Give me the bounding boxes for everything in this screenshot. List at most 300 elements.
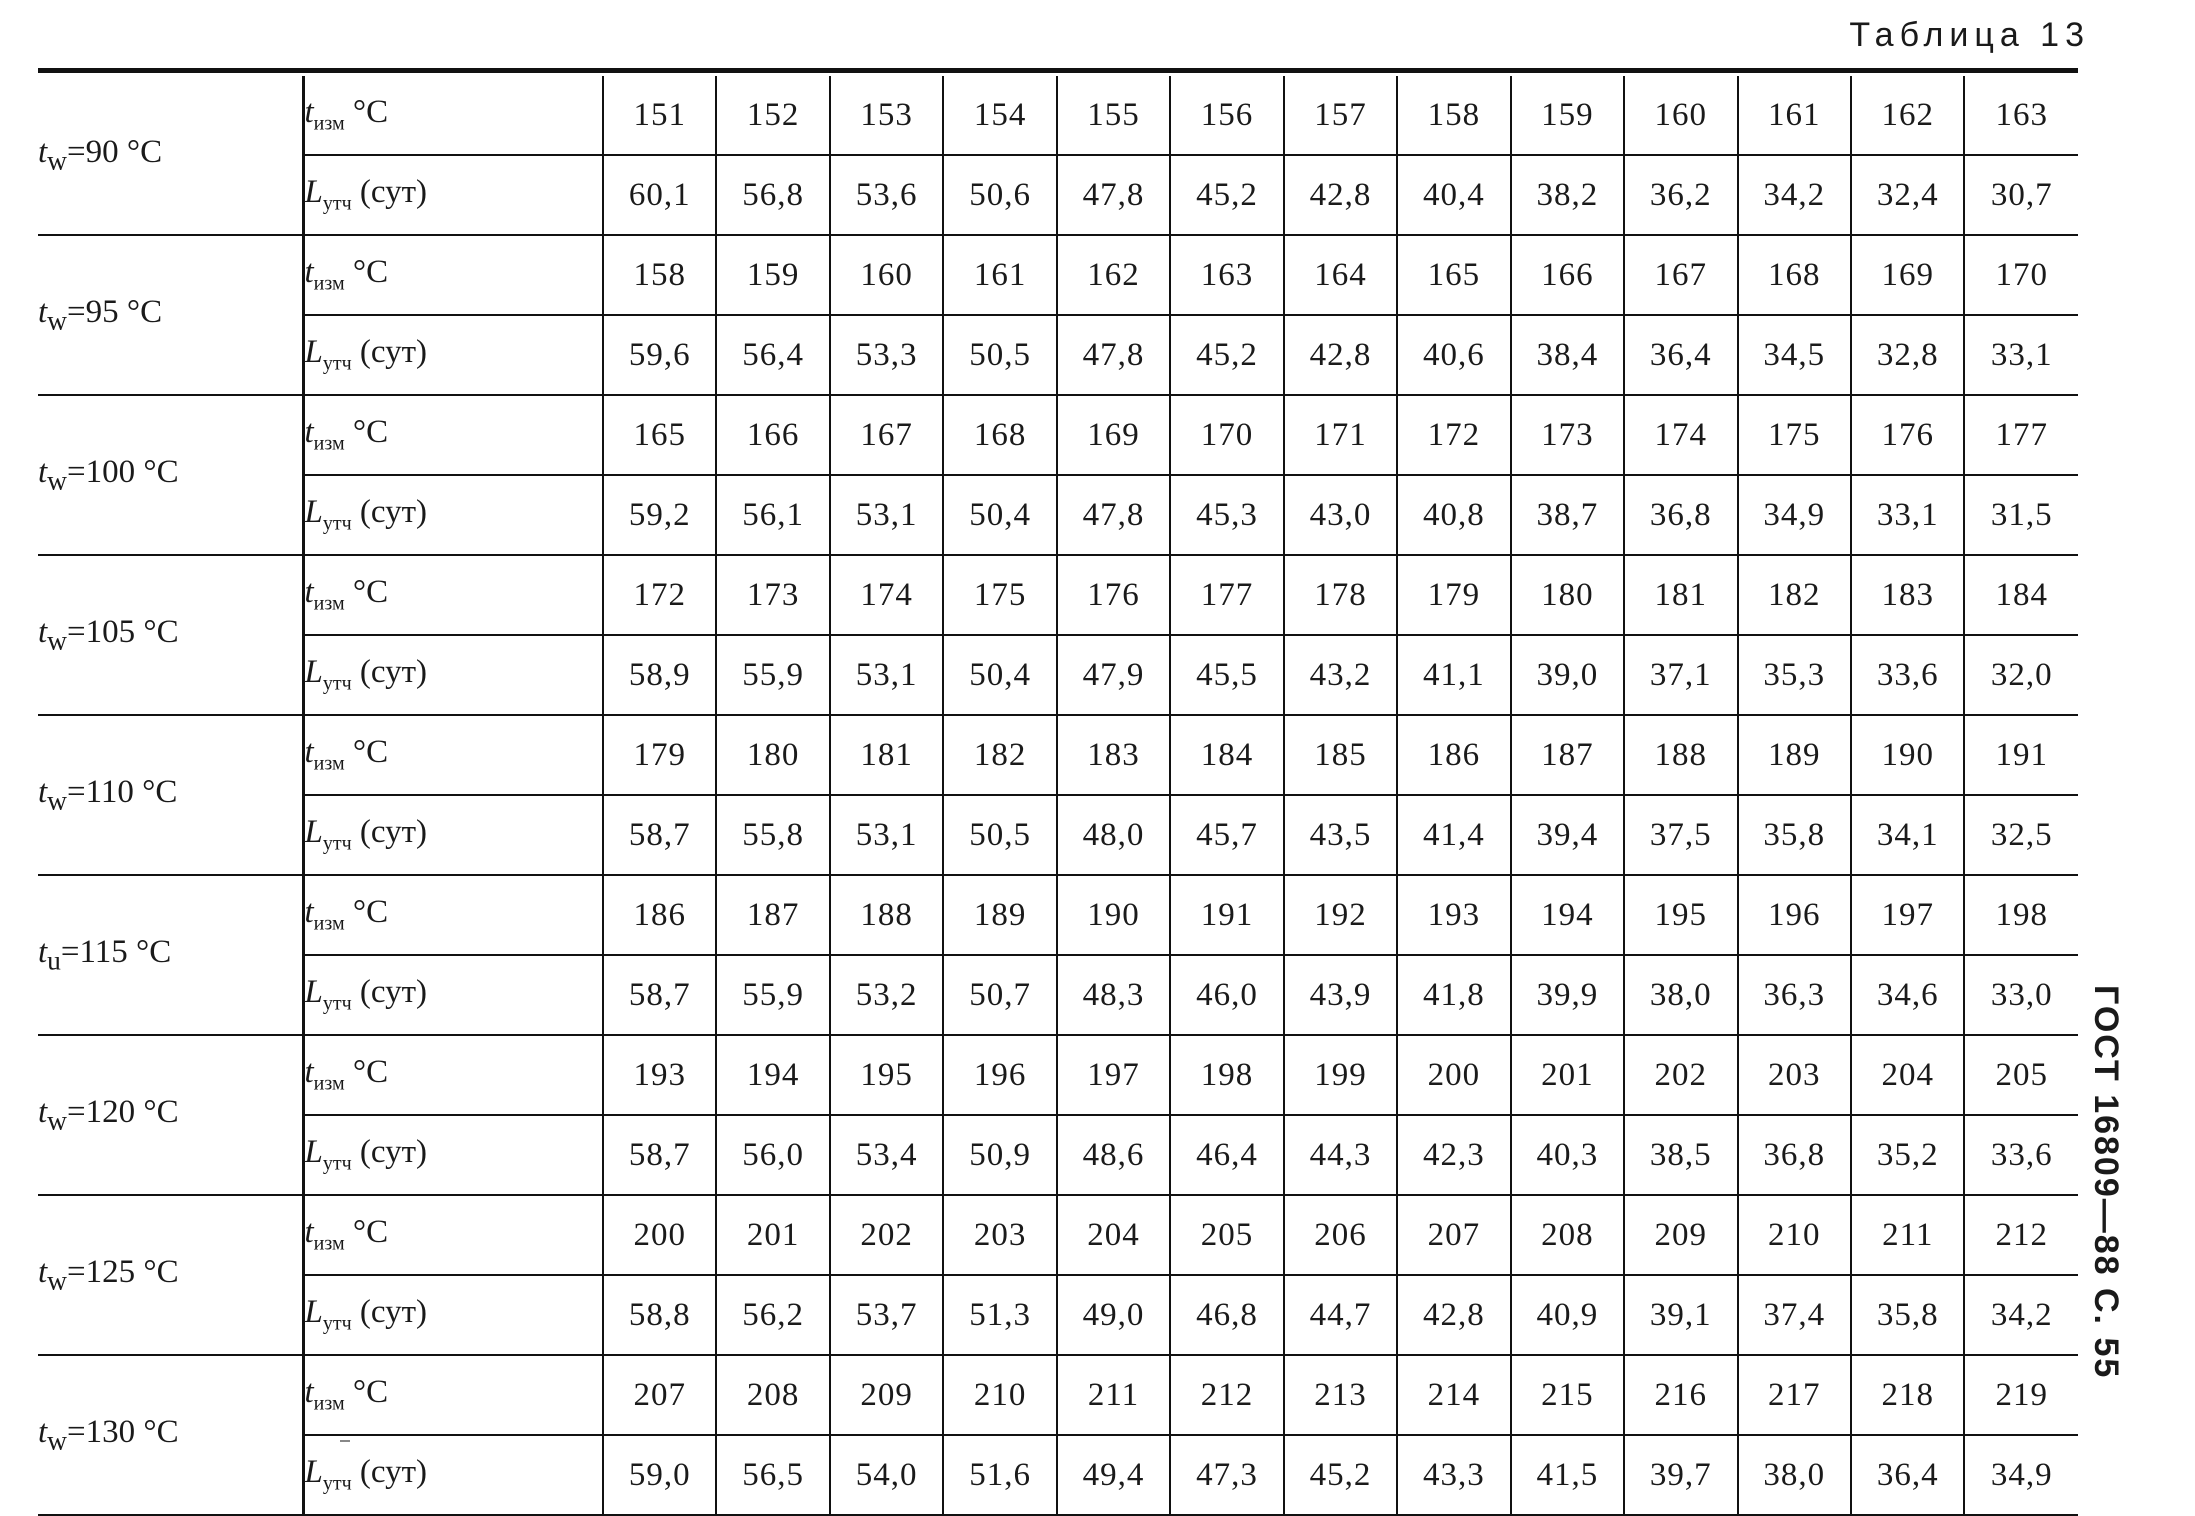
cell-l-utch: 42,3 (1397, 1115, 1510, 1195)
cell-l-utch: 59,6 (603, 315, 716, 395)
cell-l-utch: 32,0 (1964, 635, 2078, 715)
label-variable: L (304, 494, 323, 531)
cell-l-utch: 34,2 (1738, 155, 1851, 235)
cell-l-utch: 58,7 (603, 1115, 716, 1195)
cell-l-utch: 59,0 (603, 1435, 716, 1515)
cell-t-izm: 181 (830, 715, 943, 795)
label-variable: t (304, 94, 314, 131)
cell-t-izm: 185 (1284, 715, 1397, 795)
tw-variable: t (38, 1253, 48, 1290)
cell-t-izm: 193 (603, 1035, 716, 1115)
cell-l-utch: 44,7 (1284, 1275, 1397, 1355)
cell-t-izm: 199 (1284, 1035, 1397, 1115)
cell-t-izm: 176 (1057, 555, 1170, 635)
table-row-l-utch (38, 635, 2078, 715)
label-unit: °C (344, 574, 389, 611)
label-subscript: изм (313, 752, 345, 775)
label-unit: °C (344, 94, 389, 131)
cell-t-izm: 162 (1851, 76, 1964, 155)
cell-t-izm: 154 (943, 76, 1056, 155)
cell-t-izm: 189 (1738, 715, 1851, 795)
table-row-t-izm (38, 1035, 2078, 1115)
row-label-l-utch (303, 155, 603, 235)
tw-value: =95 °C (67, 293, 163, 330)
cell-l-utch: 38,7 (1511, 475, 1624, 555)
cell-l-utch: 53,1 (830, 795, 943, 875)
cell-l-utch: 46,4 (1170, 1115, 1283, 1195)
cell-t-izm: 160 (830, 235, 943, 315)
table-row-l-utch (38, 795, 2078, 875)
cell-l-utch: 56,8 (716, 155, 829, 235)
table-row-t-izm (38, 715, 2078, 795)
cell-t-izm: 169 (1851, 235, 1964, 315)
tw-variable: t (38, 773, 48, 810)
cell-t-izm: 201 (1511, 1035, 1624, 1115)
label-subscript: утч (322, 672, 352, 695)
cell-l-utch: 34,9 (1738, 475, 1851, 555)
cell-t-izm: 202 (830, 1195, 943, 1275)
label-subscript: утч (322, 832, 352, 855)
cell-l-utch: 40,4 (1397, 155, 1510, 235)
cell-t-izm: 171 (1284, 395, 1397, 475)
label-variable: t (304, 1374, 314, 1411)
cell-l-utch: 34,1 (1851, 795, 1964, 875)
row-label-t-izm (303, 76, 603, 155)
cell-t-izm: 172 (603, 555, 716, 635)
cell-l-utch: 45,3 (1170, 475, 1283, 555)
label-unit: (сут) (351, 334, 428, 371)
cell-l-utch: 53,7 (830, 1275, 943, 1355)
label-subscript: изм (313, 112, 345, 135)
cell-t-izm: 209 (1624, 1195, 1737, 1275)
cell-l-utch: 36,3 (1738, 955, 1851, 1035)
cell-t-izm: 184 (1964, 555, 2078, 635)
row-label-t-izm (303, 1355, 603, 1435)
cell-l-utch: 42,8 (1284, 155, 1397, 235)
cell-t-izm: 205 (1964, 1035, 2078, 1115)
cell-l-utch: 33,6 (1964, 1115, 2078, 1195)
cell-t-izm: 212 (1170, 1355, 1283, 1435)
row-label-t-izm (303, 235, 603, 315)
cell-t-izm: 190 (1851, 715, 1964, 795)
label-unit: °C (344, 894, 389, 931)
label-subscript: изм (313, 1232, 345, 1255)
table-row-l-utch (38, 475, 2078, 555)
cell-l-utch: 51,3 (943, 1275, 1056, 1355)
cell-t-izm: 173 (1511, 395, 1624, 475)
cell-t-izm: 203 (1738, 1035, 1851, 1115)
tw-label (38, 1355, 303, 1515)
cell-t-izm: 179 (1397, 555, 1510, 635)
cell-t-izm: 172 (1397, 395, 1510, 475)
cell-t-izm: 164 (1284, 235, 1397, 315)
cell-t-izm: 162 (1057, 235, 1170, 315)
cell-t-izm: 180 (716, 715, 829, 795)
label-variable: L (304, 654, 323, 691)
cell-t-izm: 208 (716, 1355, 829, 1435)
cell-t-izm: 184 (1170, 715, 1283, 795)
table-row-l-utch (38, 155, 2078, 235)
cell-t-izm: 152 (716, 76, 829, 155)
cell-t-izm: 197 (1057, 1035, 1170, 1115)
cell-l-utch: 39,9 (1511, 955, 1624, 1035)
cell-l-utch: 34,2 (1964, 1275, 2078, 1355)
cell-l-utch: 58,9 (603, 635, 716, 715)
cell-t-izm: 216 (1624, 1355, 1737, 1435)
label-unit: °C (344, 1374, 389, 1411)
cell-l-utch: 33,6 (1851, 635, 1964, 715)
tw-value: =100 °C (67, 453, 179, 490)
cell-t-izm: 177 (1964, 395, 2078, 475)
cell-l-utch: 42,8 (1397, 1275, 1510, 1355)
cell-t-izm: 214 (1397, 1355, 1510, 1435)
cell-l-utch: 47,8 (1057, 155, 1170, 235)
cell-l-utch: 36,4 (1851, 1435, 1964, 1515)
cell-t-izm: 161 (943, 235, 1056, 315)
table-row-l-utch (38, 1115, 2078, 1195)
label-subscript: изм (313, 432, 345, 455)
cell-t-izm: 173 (716, 555, 829, 635)
cell-t-izm: 161 (1738, 76, 1851, 155)
cell-l-utch: 46,0 (1170, 955, 1283, 1035)
cell-l-utch: 37,5 (1624, 795, 1737, 875)
label-subscript: утч (322, 192, 352, 215)
tw-value: =105 °C (67, 613, 179, 650)
cell-l-utch: 45,7 (1170, 795, 1283, 875)
cell-t-izm: 193 (1397, 875, 1510, 955)
table-row-l-utch (38, 955, 2078, 1035)
cell-t-izm: 169 (1057, 395, 1170, 475)
cell-l-utch: 55,8 (716, 795, 829, 875)
cell-l-utch: 50,6 (943, 155, 1056, 235)
tw-label (38, 1195, 303, 1355)
tw-value: =130 °C (67, 1413, 179, 1450)
cell-t-izm: 203 (943, 1195, 1056, 1275)
cell-t-izm: 153 (830, 76, 943, 155)
cell-l-utch: 51,6 (943, 1435, 1056, 1515)
cell-l-utch: 56,0 (716, 1115, 829, 1195)
cell-t-izm: 175 (1738, 395, 1851, 475)
cell-l-utch: 53,3 (830, 315, 943, 395)
cell-l-utch: 40,8 (1397, 475, 1510, 555)
cell-l-utch: 49,0 (1057, 1275, 1170, 1355)
cell-l-utch: 44,3 (1284, 1115, 1397, 1195)
cell-l-utch: 48,0 (1057, 795, 1170, 875)
cell-t-izm: 210 (943, 1355, 1056, 1435)
cell-l-utch: 58,7 (603, 955, 716, 1035)
tw-label (38, 555, 303, 715)
label-unit: (сут) (351, 1134, 428, 1171)
cell-t-izm: 168 (1738, 235, 1851, 315)
cell-l-utch: 55,9 (716, 635, 829, 715)
cell-t-izm: 187 (1511, 715, 1624, 795)
cell-t-izm: 219 (1964, 1355, 2078, 1435)
cell-t-izm: 209 (830, 1355, 943, 1435)
cell-t-izm: 181 (1624, 555, 1737, 635)
cell-t-izm: 156 (1170, 76, 1283, 155)
label-subscript: изм (313, 1072, 345, 1095)
tw-subscript: w (47, 1104, 68, 1136)
tw-label (38, 395, 303, 555)
cell-t-izm: 186 (1397, 715, 1510, 795)
cell-l-utch: 31,5 (1964, 475, 2078, 555)
label-variable: t (304, 254, 314, 291)
table-row-t-izm (38, 395, 2078, 475)
cell-l-utch: 41,5 (1511, 1435, 1624, 1515)
label-variable: L (304, 1454, 323, 1491)
top-rule (38, 68, 2078, 73)
label-subscript: изм (313, 592, 345, 615)
cell-l-utch: 58,7 (603, 795, 716, 875)
cell-l-utch: 56,1 (716, 475, 829, 555)
cell-t-izm: 205 (1170, 1195, 1283, 1275)
cell-l-utch: 59,2 (603, 475, 716, 555)
cell-l-utch: 49,4 (1057, 1435, 1170, 1515)
label-unit: °C (344, 1214, 389, 1251)
cell-t-izm: 151 (603, 76, 716, 155)
cell-l-utch: 43,5 (1284, 795, 1397, 875)
tw-subscript: w (47, 784, 68, 816)
cell-l-utch: 53,2 (830, 955, 943, 1035)
cell-l-utch: 33,0 (1964, 955, 2078, 1035)
label-variable: L (304, 1134, 323, 1171)
table-row-t-izm (38, 875, 2078, 955)
cell-l-utch: 54,0 (830, 1435, 943, 1515)
label-unit: (сут) (351, 1454, 428, 1491)
cell-l-utch: 41,1 (1397, 635, 1510, 715)
cell-t-izm: 163 (1964, 76, 2078, 155)
cell-t-izm: 165 (603, 395, 716, 475)
tw-variable: t (38, 1413, 48, 1450)
label-subscript: изм (313, 1392, 345, 1415)
cell-t-izm: 178 (1284, 555, 1397, 635)
cell-l-utch: 58,8 (603, 1275, 716, 1355)
tw-variable: t (38, 1093, 48, 1130)
row-label-l-utch (303, 955, 603, 1035)
label-variable: L (304, 334, 323, 371)
tw-value: =110 °C (67, 773, 178, 810)
cell-l-utch: 47,9 (1057, 635, 1170, 715)
tw-variable: t (38, 613, 48, 650)
tw-subscript: w (47, 624, 68, 656)
cell-t-izm: 200 (1397, 1035, 1510, 1115)
cell-l-utch: 53,1 (830, 475, 943, 555)
row-label-l-utch (303, 315, 603, 395)
cell-l-utch: 38,0 (1624, 955, 1737, 1035)
tw-subscript: w (47, 1424, 68, 1456)
cell-l-utch: 33,1 (1851, 475, 1964, 555)
cell-t-izm: 218 (1851, 1355, 1964, 1435)
cell-t-izm: 176 (1851, 395, 1964, 475)
cell-l-utch: 38,5 (1624, 1115, 1737, 1195)
cell-t-izm: 202 (1624, 1035, 1737, 1115)
label-unit: (сут) (351, 1294, 428, 1331)
cell-t-izm: 160 (1624, 76, 1737, 155)
cell-l-utch: 40,9 (1511, 1275, 1624, 1355)
row-label-t-izm (303, 1195, 603, 1275)
cell-l-utch: 48,3 (1057, 955, 1170, 1035)
cell-l-utch: 43,3 (1397, 1435, 1510, 1515)
tw-variable: t (38, 133, 48, 170)
cell-l-utch: 32,8 (1851, 315, 1964, 395)
label-subscript: изм (313, 272, 345, 295)
tw-label (38, 1035, 303, 1195)
cell-l-utch: 39,1 (1624, 1275, 1737, 1355)
tw-value: =90 °C (67, 133, 163, 170)
cell-t-izm: 204 (1851, 1035, 1964, 1115)
cell-t-izm: 191 (1964, 715, 2078, 795)
row-label-t-izm (303, 715, 603, 795)
cell-l-utch: 50,7 (943, 955, 1056, 1035)
label-subscript: изм (313, 912, 345, 935)
cell-t-izm: 196 (943, 1035, 1056, 1115)
cell-l-utch: 43,9 (1284, 955, 1397, 1035)
cell-l-utch: 60,1 (603, 155, 716, 235)
cell-t-izm: 195 (1624, 875, 1737, 955)
cell-l-utch: 32,4 (1851, 155, 1964, 235)
cell-l-utch: 48,6 (1057, 1115, 1170, 1195)
row-label-t-izm (303, 555, 603, 635)
tw-value: =115 °C (60, 933, 172, 970)
cell-t-izm: 166 (1511, 235, 1624, 315)
cell-l-utch: 34,6 (1851, 955, 1964, 1035)
cell-t-izm: 198 (1170, 1035, 1283, 1115)
cell-t-izm: 196 (1738, 875, 1851, 955)
cell-l-utch: 46,8 (1170, 1275, 1283, 1355)
cell-l-utch: 35,3 (1738, 635, 1851, 715)
cell-t-izm: 159 (1511, 76, 1624, 155)
cell-t-izm: 180 (1511, 555, 1624, 635)
cell-t-izm: 217 (1738, 1355, 1851, 1435)
cell-l-utch: 50,5 (943, 315, 1056, 395)
cell-t-izm: 158 (603, 235, 716, 315)
row-label-t-izm (303, 875, 603, 955)
cell-t-izm: 206 (1284, 1195, 1397, 1275)
label-unit: °C (344, 1054, 389, 1091)
cell-t-izm: 207 (603, 1355, 716, 1435)
label-variable: L (304, 174, 323, 211)
cell-l-utch: 43,2 (1284, 635, 1397, 715)
label-variable: L (304, 814, 323, 851)
tw-subscript: w (47, 1264, 68, 1296)
label-variable: t (304, 1054, 314, 1091)
cell-t-izm: 211 (1057, 1355, 1170, 1435)
cell-t-izm: 155 (1057, 76, 1170, 155)
cell-l-utch: 53,1 (830, 635, 943, 715)
cell-t-izm: 166 (716, 395, 829, 475)
cell-t-izm: 207 (1397, 1195, 1510, 1275)
cell-t-izm: 190 (1057, 875, 1170, 955)
label-variable: t (304, 414, 314, 451)
cell-l-utch: 41,4 (1397, 795, 1510, 875)
cell-l-utch: 47,8 (1057, 315, 1170, 395)
cell-l-utch: 38,0 (1738, 1435, 1851, 1515)
label-unit: (сут) (351, 654, 428, 691)
footer-mark (340, 1440, 350, 1442)
row-label-l-utch (303, 1435, 603, 1515)
cell-t-izm: 163 (1170, 235, 1283, 315)
label-subscript: утч (322, 512, 352, 535)
cell-t-izm: 159 (716, 235, 829, 315)
cell-t-izm: 192 (1284, 875, 1397, 955)
cell-l-utch: 34,9 (1964, 1435, 2078, 1515)
cell-t-izm: 186 (603, 875, 716, 955)
cell-t-izm: 194 (1511, 875, 1624, 955)
cell-l-utch: 50,9 (943, 1115, 1056, 1195)
cell-t-izm: 182 (943, 715, 1056, 795)
tw-variable: t (38, 453, 48, 490)
cell-l-utch: 50,4 (943, 475, 1056, 555)
label-unit: (сут) (351, 494, 428, 531)
data-table (38, 76, 2078, 1516)
cell-t-izm: 179 (603, 715, 716, 795)
cell-t-izm: 195 (830, 1035, 943, 1115)
label-variable: t (304, 734, 314, 771)
cell-t-izm: 213 (1284, 1355, 1397, 1435)
tw-subscript: w (47, 144, 68, 176)
cell-t-izm: 187 (716, 875, 829, 955)
cell-t-izm: 198 (1964, 875, 2078, 955)
table-row-t-izm (38, 555, 2078, 635)
cell-l-utch: 33,1 (1964, 315, 2078, 395)
label-variable: L (304, 974, 323, 1011)
label-subscript: утч (322, 1472, 352, 1495)
row-label-l-utch (303, 1115, 603, 1195)
cell-l-utch: 53,6 (830, 155, 943, 235)
cell-l-utch: 45,2 (1284, 1435, 1397, 1515)
cell-t-izm: 188 (830, 875, 943, 955)
cell-l-utch: 45,5 (1170, 635, 1283, 715)
label-unit: °C (344, 254, 389, 291)
tw-subscript: w (47, 464, 68, 496)
cell-l-utch: 37,4 (1738, 1275, 1851, 1355)
label-unit: (сут) (351, 974, 428, 1011)
cell-t-izm: 201 (716, 1195, 829, 1275)
table-row-l-utch (38, 315, 2078, 395)
cell-l-utch: 47,3 (1170, 1435, 1283, 1515)
cell-t-izm: 170 (1964, 235, 2078, 315)
row-label-t-izm (303, 1035, 603, 1115)
cell-t-izm: 204 (1057, 1195, 1170, 1275)
table-row-t-izm (38, 235, 2078, 315)
cell-l-utch: 47,8 (1057, 475, 1170, 555)
tw-label (38, 875, 303, 1035)
tw-variable: t (38, 933, 48, 970)
cell-l-utch: 55,9 (716, 955, 829, 1035)
cell-l-utch: 35,8 (1738, 795, 1851, 875)
cell-t-izm: 167 (1624, 235, 1737, 315)
cell-t-izm: 168 (943, 395, 1056, 475)
cell-t-izm: 183 (1057, 715, 1170, 795)
tw-value: =120 °C (67, 1093, 179, 1130)
cell-l-utch: 39,7 (1624, 1435, 1737, 1515)
label-unit: °C (344, 734, 389, 771)
cell-l-utch: 36,4 (1624, 315, 1737, 395)
cell-l-utch: 45,2 (1170, 315, 1283, 395)
cell-l-utch: 35,8 (1851, 1275, 1964, 1355)
cell-t-izm: 197 (1851, 875, 1964, 955)
cell-t-izm: 200 (603, 1195, 716, 1275)
cell-t-izm: 191 (1170, 875, 1283, 955)
table-title: Таблица 13 (1849, 16, 2090, 54)
cell-l-utch: 35,2 (1851, 1115, 1964, 1195)
cell-l-utch: 36,2 (1624, 155, 1737, 235)
cell-l-utch: 32,5 (1964, 795, 2078, 875)
cell-l-utch: 56,5 (716, 1435, 829, 1515)
label-variable: t (304, 574, 314, 611)
cell-t-izm: 188 (1624, 715, 1737, 795)
label-variable: t (304, 894, 314, 931)
